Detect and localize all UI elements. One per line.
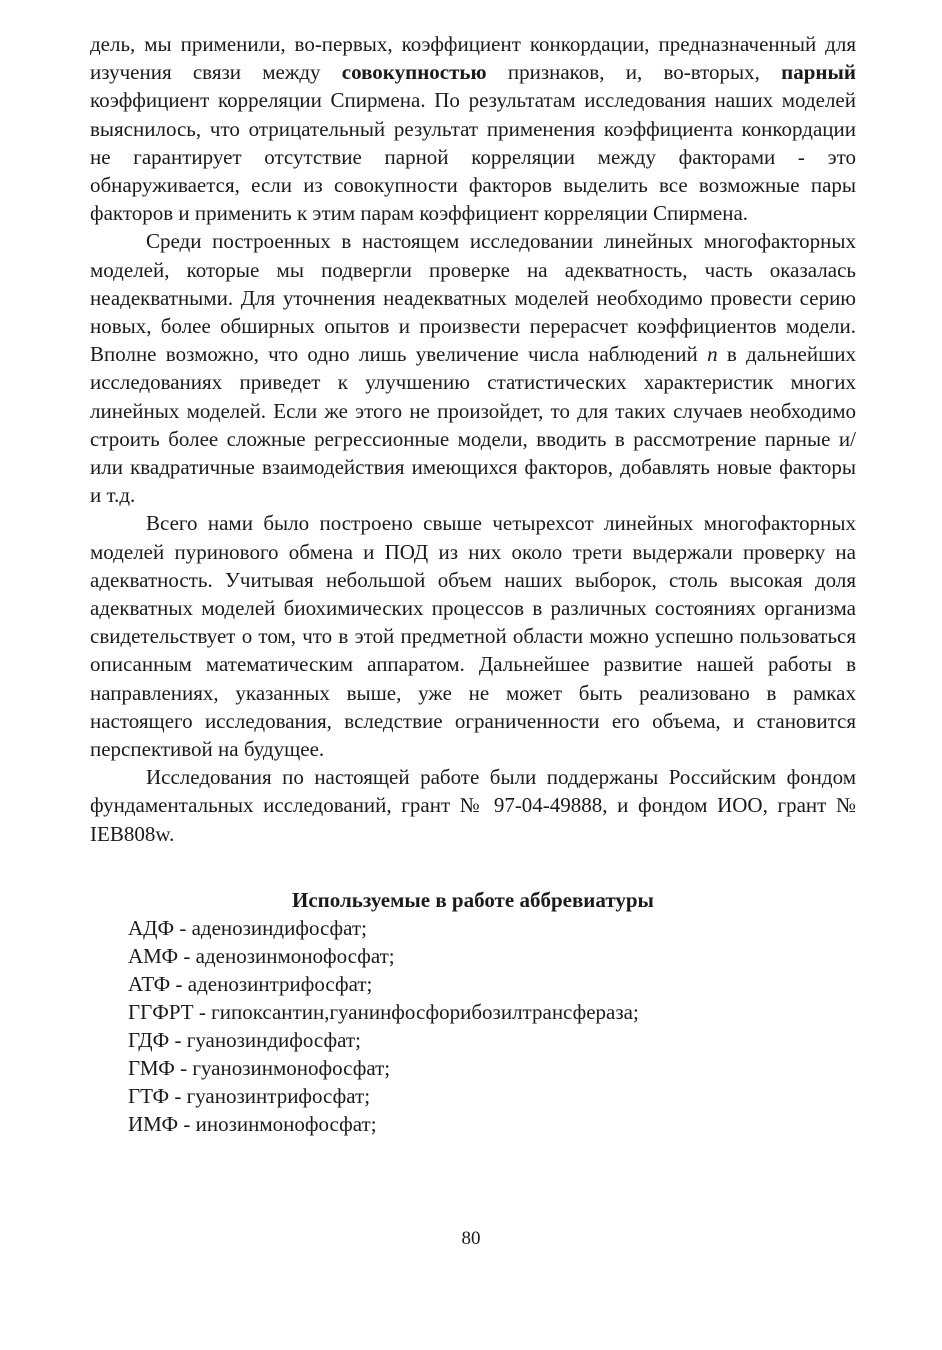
- abbreviation-item: ГТФ - гуанозинтрифосфат;: [128, 1083, 371, 1108]
- paragraph-1-text-d: коэффициент корреляции Спирмена. По результатам исследования наших моделей выяснилось, что отрицательный результат применения коэффициента конкордации не гарантирует отсутствие парной корреляции между факторами - это обнаруживается, если из совокупности факторов выделить все возможные пары факторов и применить к этим парам коэффициент корреляции Спирмена.: [90, 88, 856, 226]
- abbreviation-item: ГМФ - гуанозинмонофосфат;: [128, 1055, 391, 1080]
- bold-term-parnyi: парный: [781, 60, 856, 85]
- page-body: [90, 30, 856, 1138]
- abbreviation-item: АМФ - аденозинмонофосфат;: [128, 943, 395, 968]
- abbreviations-list: [90, 914, 856, 1138]
- abbreviation-item: АТФ - аденозинтрифосфат;: [128, 971, 373, 996]
- paragraph-1-text-a: дель, мы применили, во-первых, коэффициент конкордации, предназначенный для изучения связи между: [90, 32, 856, 85]
- paragraph-1: [90, 30, 856, 227]
- paragraph-1-text-c: признаков, и, во-вторых,: [486, 60, 782, 85]
- abbreviation-item: ГГФРТ - гипоксантин,гуанинфосфорибозилтрансфераза;: [128, 999, 639, 1024]
- paragraph-2-text-b: в дальнейших исследованиях приведет к улучшению статистических характеристик многих линейных моделей. Если же этого не произойдет, то для таких случаев необходимо строить более сложные регрессионные модели, вводить в рассмотрение парные и/или квадратичные взаимодействия имеющихся факторов, добавлять новые факторы и т.д.: [90, 342, 857, 508]
- page-number: 80: [461, 1228, 481, 1249]
- abbreviations-title: Используемые в работе аббревиатуры: [292, 887, 654, 912]
- paragraph-4: Исследования по настоящей работе были поддержаны Российским фондом фундаментальных исследований, грант № 97-04-49888, и фондом ИОО, грант № IEB808w.: [90, 765, 856, 846]
- abbreviation-item: АДФ - аденозиндифосфат;: [128, 915, 367, 940]
- paragraph-3: Всего нами было построено свыше четырехсот линейных многофакторных моделей пуринового обмена и ПОД из них около трети выдержали проверку на адекватность. Учитывая небольшой объем наших выборок, столь высокая доля адекватных моделей биохимических процессов в различных состояниях организма свидетельствует о том, что в этой предметной области можно успешно пользоваться описанным математическим аппаратом. Дальнейшее развитие нашей работы в направлениях, указанных выше, уже не может быть реализовано в рамках настоящего исследования, вследствие ограниченности его объема, и становится перспективой на будущее.: [90, 511, 856, 762]
- abbreviation-item: ГДФ - гуанозиндифосфат;: [128, 1027, 361, 1052]
- bold-term-sovokupnostyu: совокупностью: [341, 60, 487, 85]
- italic-variable-n: n: [707, 342, 718, 367]
- paragraph-2: [90, 227, 856, 509]
- paragraph-2-text-a: Среди построенных в настоящем исследовании линейных многофакторных моделей, которые мы подвергли проверке на адекватность, часть оказалась неадекватными. Для уточнения неадекватных моделей необходимо провести серию новых, более обширных опытов и произвести перерасчет коэффициентов модели. Вполне возможно, что одно лишь увеличение числа наблюдений: [90, 229, 856, 367]
- abbreviation-item: ИМФ - инозинмонофосфат;: [128, 1111, 377, 1136]
